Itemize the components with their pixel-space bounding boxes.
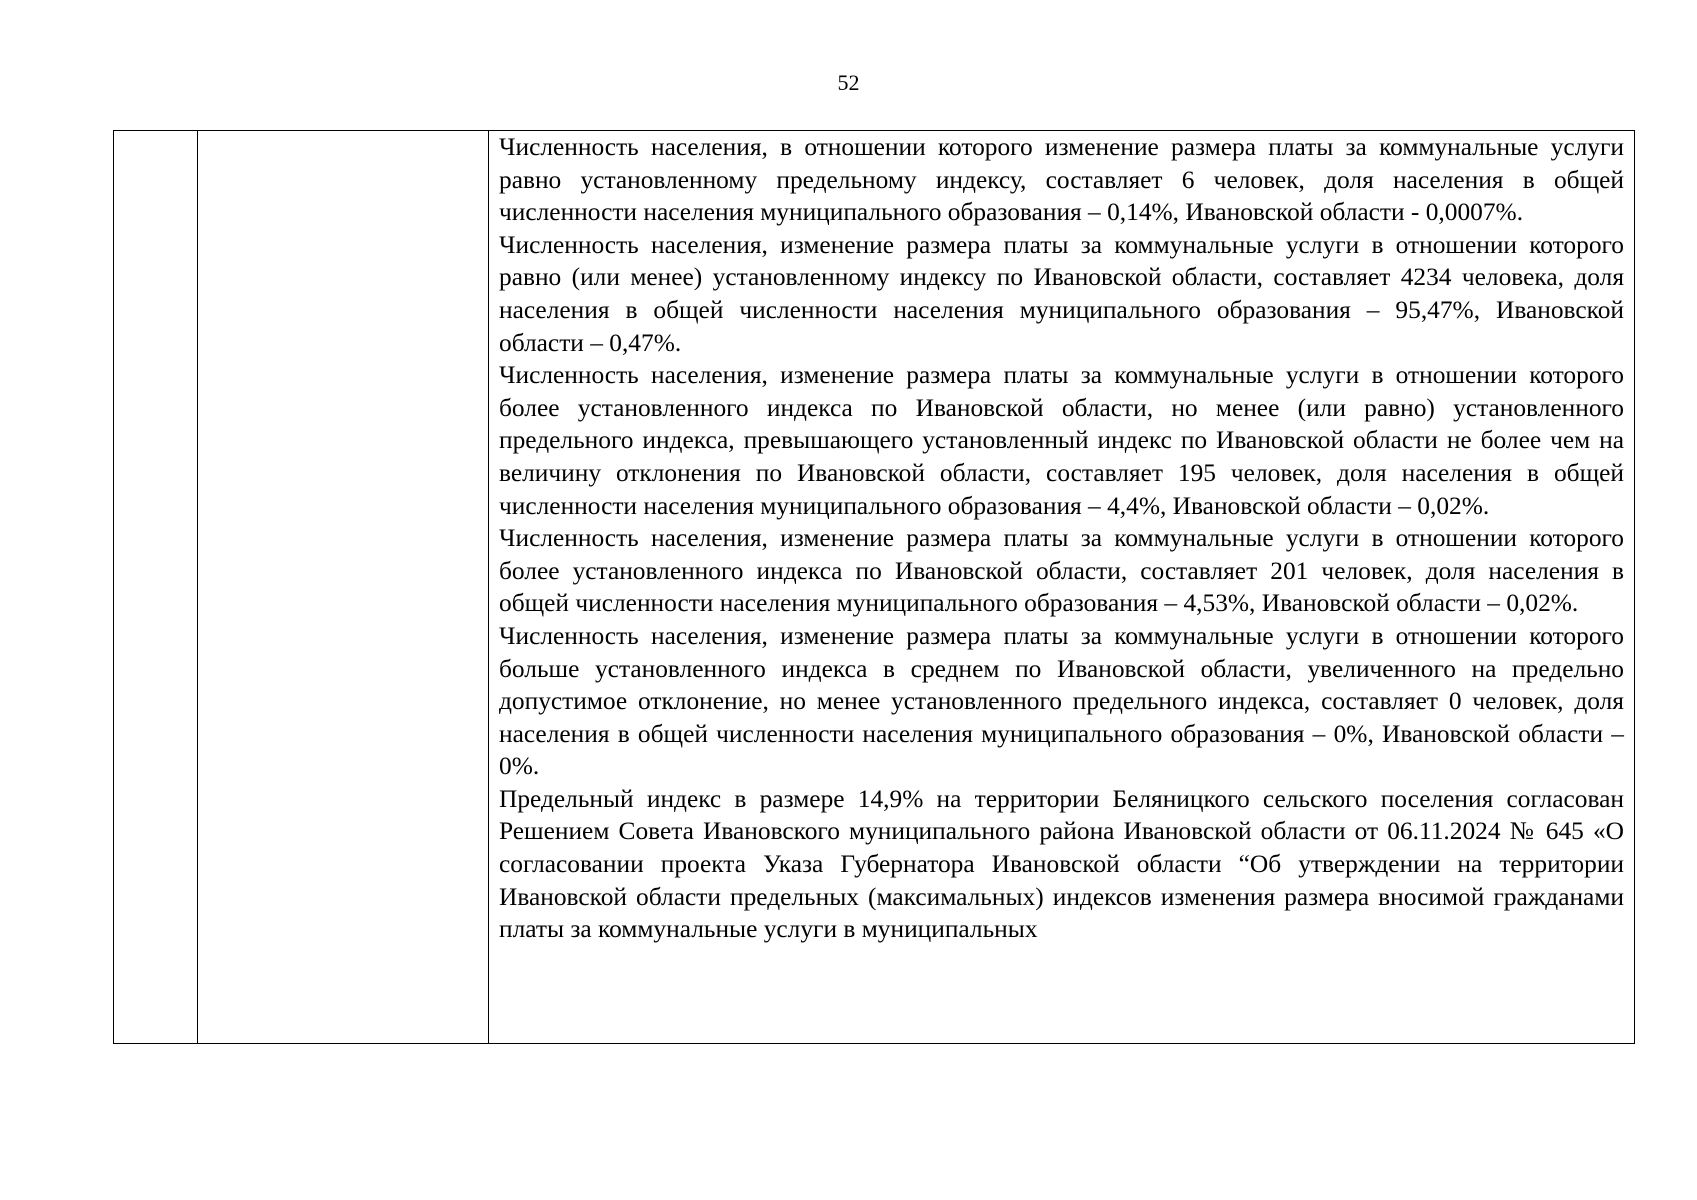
paragraph: Численность населения, изменение размера платы за коммунальные услуги в отношении которого больше установленного индекса в среднем по Ивановской области, увеличенного на предельно допустимое отклонение, но менее установленного предельного индекса, составляет 0 человек, доля населения в общей численности населения муниципального образования – 0%, Ивановской области – 0%.: [499, 621, 1624, 781]
paragraph: Предельный индекс в размере 14,9% на территории Беляницкого сельского поселения согласован Решением Совета Ивановского муниципального района Ивановской области от 06.11.2024 № 645 «О согласовании проекта Указа Губернатора Ивановской области “Об утверждении на территории Ивановской области предельных (максимальных) индексов изменения размера вносимой гражданами платы за коммунальные услуги в муниципальных: [499, 784, 1624, 944]
table-cell-description: [489, 131, 1635, 1044]
table-cell-number: [114, 131, 198, 1044]
page-number: 52: [837, 70, 860, 95]
description-text: [489, 131, 1634, 946]
paragraph: Численность населения, изменение размера платы за коммунальные услуги в отношении которого более установленного индекса по Ивановской области, но менее (или равно) установленного предельного индекса, превышающего установленный индекс по Ивановской области не более чем на величину отклонения по Ивановской области, составляет 195 человек, доля населения в общей численности населения муниципального образования – 4,4%, Ивановской области – 0,02%.: [499, 361, 1624, 520]
paragraph: Численность населения, изменение размера платы за коммунальные услуги в отношении которого более установленного индекса по Ивановской области, составляет 201 человек, доля населения в общей численности населения муниципального образования – 4,53%, Ивановской области – 0,02%.: [499, 524, 1624, 618]
table-cell-name: [198, 131, 489, 1044]
document-table: [113, 130, 1635, 1044]
table-row: [114, 131, 1635, 1044]
paragraph: Численность населения, изменение размера платы за коммунальные услуги в отношении которого равно (или менее) установленному индексу по Ивановской области, составляет 4234 человека, доля населения в общей численности населения муниципального образования – 95,47%, Ивановской области – 0,47%.: [499, 230, 1624, 357]
paragraph: Численность населения, в отношении которого изменение размера платы за коммунальные услуги равно установленному предельному индексу, составляет 6 человек, доля населения в общей численности населения муниципального образования – 0,14%, Ивановской области - 0,0007%.: [499, 133, 1624, 227]
